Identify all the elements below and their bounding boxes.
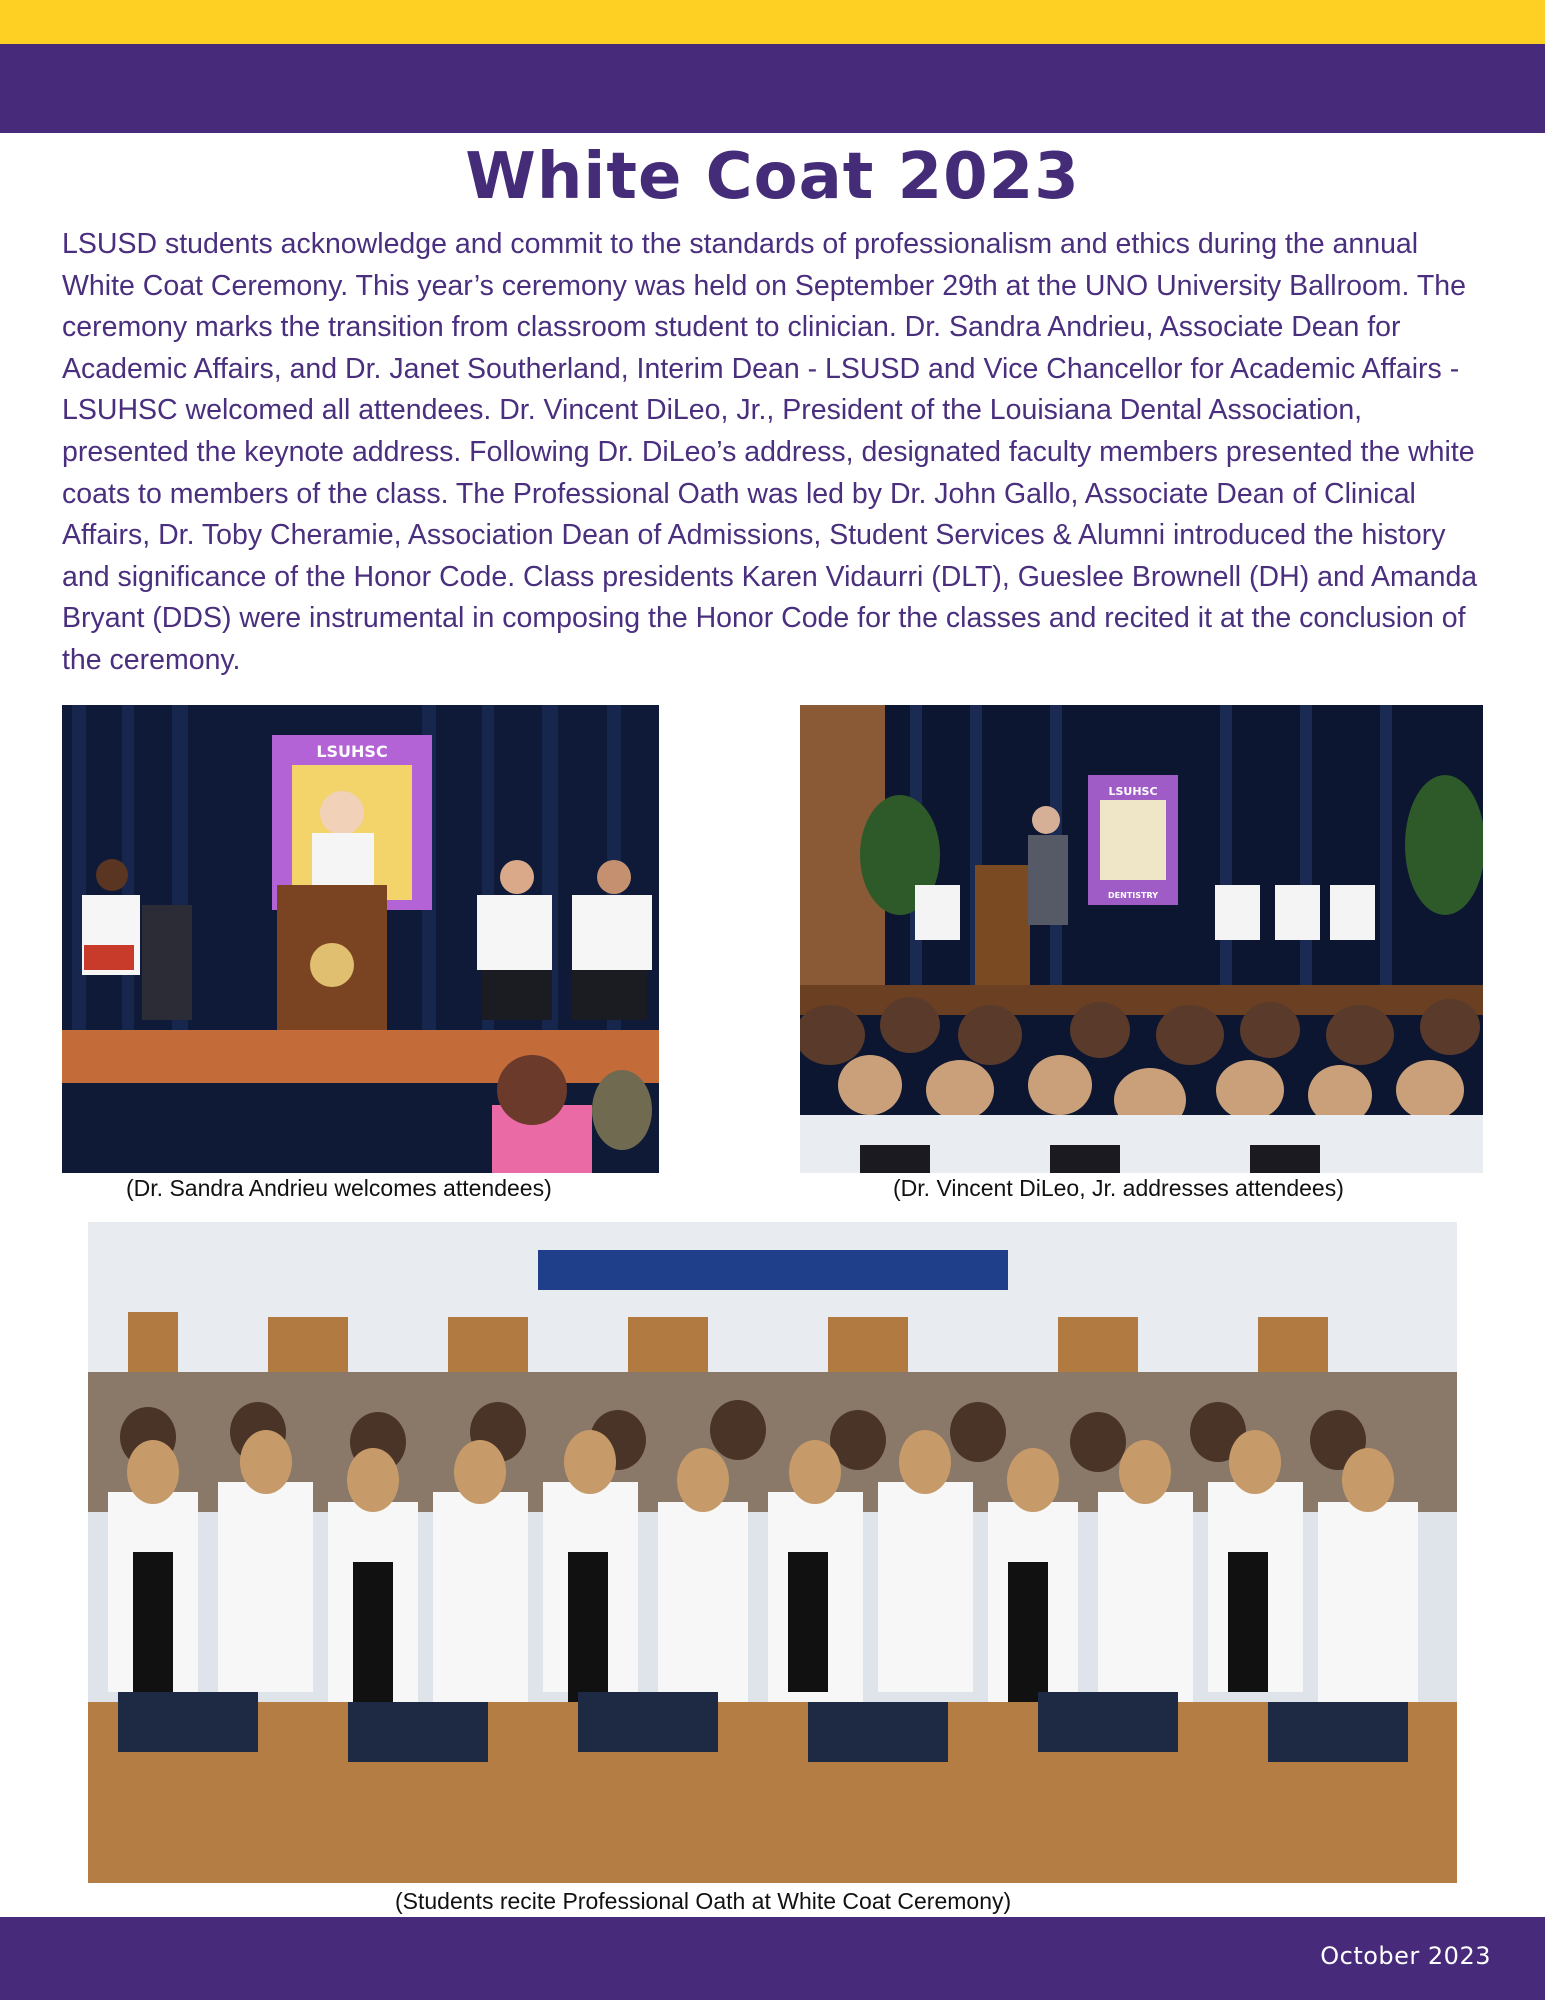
article-body: LSUSD students acknowledge and commit to the standards of professionalism and ethics during the annual White Coat Ceremony. This year’s ceremony was held on September 29th at the UNO University Ballroom. The ceremony marks the transition from classroom student to clinician. Dr. Sandra Andrieu, Associate Dean for Academic Affairs, and Dr. Janet Southerland, Interim Dean - LSUSD and Vice Chancellor for Academic Affairs - LSUHSC welcomed all attendees. Dr. Vincent DiLeo, Jr., President of the Louisiana Dental Association, presented the keynote address. Following Dr. DiLeo’s address, designated faculty members presented the white coats to members of the class. The Professional Oath was led by Dr. John Gallo, Associate Dean of Clinical Affairs, Dr. Toby Cheramie, Association Dean of Admissions, Student Services & Alumni introduced the history and significance of the Honor Code. Class presidents Karen Vidaurri (DLT), Gueslee Brownell (DH) and Amanda Bryant (DDS) were instrumental in composing the Honor Code for the classes and recited it at the conclusion of the ceremony. xyxy=(62,228,1478,676)
banner-label-2: LSUHSC xyxy=(1108,785,1158,798)
caption-photo-2: (Dr. Vincent DiLeo, Jr. addresses attendees) xyxy=(893,1175,1344,1201)
banner-sublabel: DENTISTRY xyxy=(1108,891,1158,900)
photo-andrieu-welcome xyxy=(62,705,659,1173)
photo-students-oath xyxy=(88,1222,1457,1883)
photo-dileo-address xyxy=(800,705,1483,1173)
page-title: White Coat 2023 xyxy=(465,140,1080,214)
top-purple-band xyxy=(0,44,1545,133)
footer-band xyxy=(0,1917,1545,2000)
top-gold-band xyxy=(0,0,1545,44)
caption-photo-3: (Students recite Professional Oath at White Coat Ceremony) xyxy=(395,1888,1012,1914)
footer-date: October 2023 xyxy=(1320,1942,1491,1970)
caption-photo-1: (Dr. Sandra Andrieu welcomes attendees) xyxy=(126,1175,552,1201)
banner-label-1: LSUHSC xyxy=(316,742,388,761)
